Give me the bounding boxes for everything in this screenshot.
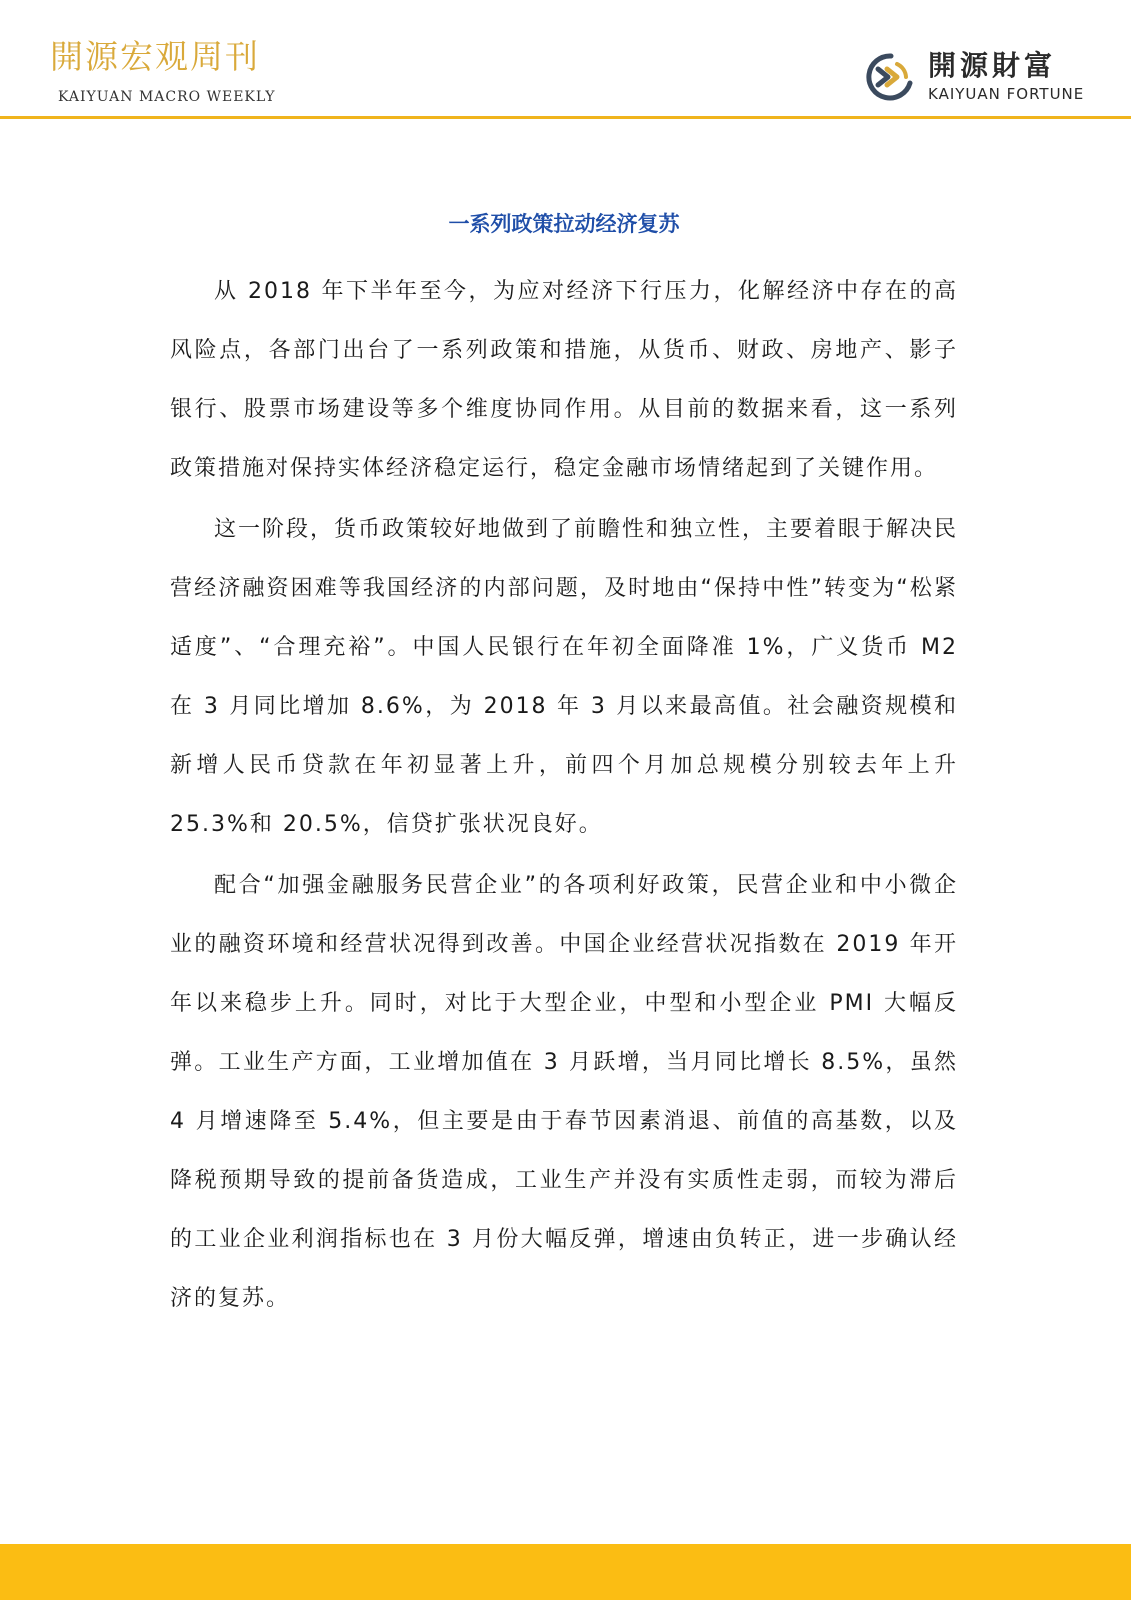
- publication-subtitle: KAIYUAN MACRO WEEKLY: [58, 89, 276, 105]
- logo-text-en: KAIYUAN FORTUNE: [928, 85, 1085, 103]
- footer-bar: [0, 1544, 1131, 1600]
- publication-title: 開源宏观周刊: [50, 37, 260, 76]
- paragraph: 从 2018 年下半年至今，为应对经济下行压力，化解经济中存在的高风险点，各部门出台了一系列政策和措施，从货币、财政、房地产、影子银行、股票市场建设等多个维度协同作用。从目前的数据来看，这一系列政策措施对保持实体经济稳定运行，稳定金融市场情绪起到了关键作用。: [170, 279, 958, 481]
- company-logo: [866, 50, 1096, 106]
- page-header: [0, 0, 1131, 120]
- paragraph: 这一阶段，货币政策较好地做到了前瞻性和独立性，主要着眼于解决民营经济融资困难等我国经济的内部问题，及时地由“保持中性”转变为“松紧适度”、“合理充裕”。中国人民银行在年初全面降准 1%，广义货币 M2 在 3 月同比增加 8.6%，为 2018 年 3 月以来最高值。社会融资规模和新增人民币贷款在年初显著上升，前四个月加总规模分别较去年上升 25.3%和 20.5%，信贷扩张状况良好。: [170, 517, 959, 837]
- article-body: [170, 206, 958, 1330]
- kaiyuan-logo-icon: [866, 52, 916, 102]
- header-divider: [0, 116, 1131, 119]
- section-title: 一系列政策拉动经济复苏: [448, 212, 680, 236]
- paragraph: 配合“加强金融服务民营企业”的各项利好政策，民营企业和中小微企业的融资环境和经营状况得到改善。中国企业经营状况指数在 2019 年开年以来稳步上升。同时，对比于大型企业，中型和小型企业 PMI 大幅反弹。工业生产方面，工业增加值在 3 月跃增，当月同比增长 8.5%，虽然 4 月增速降至 5.4%，但主要是由于春节因素消退、前值的高基数，以及降税预期导致的提前备货造成，工业生产并没有实质性走弱，而较为滞后的工业企业利润指标也在 3 月份大幅反弹，增速由负转正，进一步确认经济的复苏。: [170, 873, 958, 1311]
- logo-text-cn: 開源財富: [928, 49, 1057, 82]
